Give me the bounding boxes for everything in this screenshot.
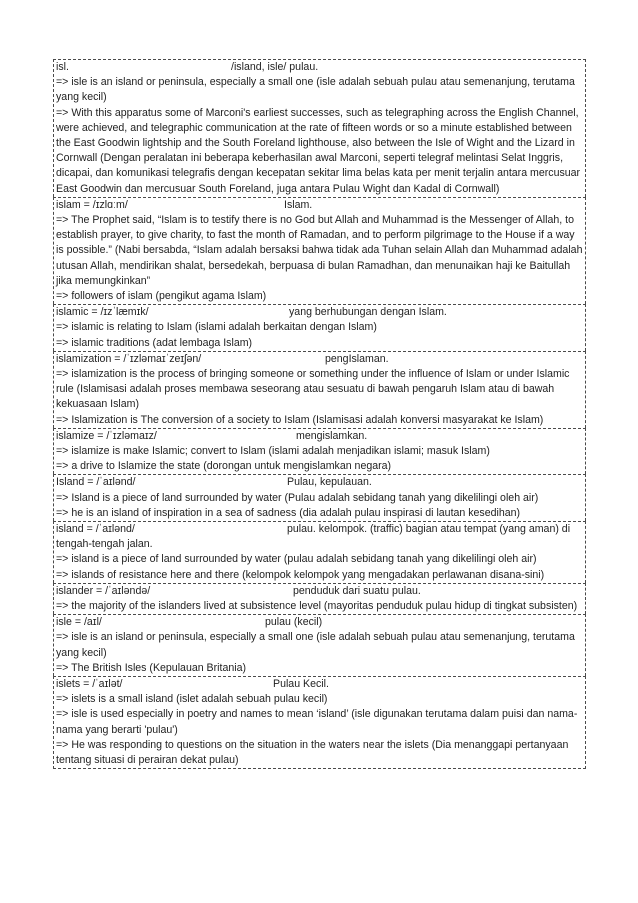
dictionary-page [53,59,586,769]
entry-term: island = /ˈaɪlənd/ [56,523,135,535]
dictionary-entry [53,614,586,676]
entry-header [56,429,583,444]
entry-example: => the majority of the islanders lived at subsistence level (mayoritas penduduk pulau hidup di tingkat subsisten) [56,599,578,612]
entry-example: => isle is an island or peninsula, especially a small one (isle adalah sebuah pulau atau semenanjung, terutama yang kecil) [56,76,575,104]
dictionary-entry [53,583,586,614]
entry-example: => islands of resistance here and there (kelompok kelompok yang mengadakan perlawanan disana-sini) [56,568,545,581]
entry-example: => He was responding to questions on the situation in the waters near the islets (Dia menanggapi pertanyaan tentang situasi di perairan dekat pulau) [56,738,569,766]
entry-meaning-continuation: tengah-tengah jalan. [56,538,153,551]
entry-term: islam = /ɪzlɑːm/ [56,198,128,211]
entry-example: => With this apparatus some of Marconi's earliest successes, such as telegraphing across the English Channel, were achieved, and telegraphic communication at the rate of fifteen words or so a minute established between the East Goodwin lightship and the South Foreland lighthouse, also between the Isle of Wight and the Lizard in Cornwall (Dengan peralatan ini beberapa keberhasilan awal Marconi, seperti telegraf melintasi Selat Inggris, dicapai, dan komunikasi telegrafis dengan kecepatan sekitar lima belas kata per menit terjalin antara mercusuar East Goodwin dan mercusuar South Foreland, juga antara Pulau Wight dan Kadal di Cornwall) [56,106,581,195]
entry-header [56,615,583,630]
dictionary-entry [53,676,586,769]
entry-term: islamize = /ˈɪzləmaɪz/ [56,429,157,442]
entry-meaning: mengislamkan. [296,429,368,442]
entry-header [56,352,583,367]
dictionary-entry [53,59,586,197]
entry-header [56,522,583,537]
entry-header [56,305,583,320]
entry-term: isl. [56,61,69,73]
entry-meaning: Pulau, kepulauan. [287,476,372,489]
entry-example: => followers of islam (pengikut agama Islam) [56,290,267,303]
entry-term: islamic = /ɪzˈlæmɪk/ [56,306,149,319]
entry-example: => islamize is make Islamic; convert to Islam (islami adalah menjadikan islami; masuk Islam) [56,445,490,457]
entry-example: => islamization is the process of bringing someone or something under the influence of Islam or under Islamic rule (Islamisasi adalah proses membawa seseorang atau sesuatu di bawah pengaruh Islam atau di bawah kekuasaan Islam) [56,368,570,411]
entry-meaning: pulau. kelompok. (traffic) bagian atau tempat (yang aman) di [287,523,571,535]
dictionary-entry [53,197,586,304]
entry-example: => a drive to Islamize the state (dorongan untuk mengislamkan negara) [56,460,392,473]
dictionary-entry [53,521,586,583]
entry-term: isle = /aɪl/ [56,616,102,629]
entry-meaning: Pulau Kecil. [273,677,329,690]
dictionary-entry [53,304,586,351]
entry-example: => islamic traditions (adat lembaga Islam) [56,336,253,349]
entry-header [56,198,583,213]
entry-meaning: /island, isle/ pulau. [231,61,319,73]
entry-example: => islets is a small island (islet adalah sebuah pulau kecil) [56,693,328,706]
entry-example: => he is an island of inspiration in a sea of sadness (dia adalah pulau inspirasi di lautan kesedihan) [56,506,521,519]
entry-example: => island is a piece of land surrounded by water (pulau adalah sebidang tanah yang dikelilingi oleh air) [56,553,537,566]
entry-meaning: penduduk dari suatu pulau. [293,584,421,597]
entry-meaning: Islam. [284,198,313,211]
entry-header [56,677,583,692]
entry-example: => The British Isles (Kepulauan Britania) [56,661,247,674]
entry-header [56,475,583,490]
entry-term: Island = /ˈaɪlənd/ [56,476,136,489]
entry-term: islets = /ˈaɪlət/ [56,677,123,690]
entry-meaning: pulau (kecil) [265,616,323,629]
entry-example: => isle is an island or peninsula, especially a small one (isle adalah sebuah pulau atau semenanjung, terutama yang kecil) [56,631,575,659]
entry-term: islander = /ˈaɪləndə/ [56,584,151,597]
entry-meaning: pengIslaman. [325,352,389,365]
entry-example: => isle is used especially in poetry and names to mean ‘island’ (isle digunakan terutama dalam puisi dan nama-nama yang berarti 'pulau') [56,708,578,736]
dictionary-entry [53,351,586,428]
entry-term: islamization = /ˈɪzləmaɪˈzeɪʃən/ [56,352,202,365]
entry-header [56,584,583,599]
entry-example: => Island is a piece of land surrounded by water (Pulau adalah sebidang tanah yang dikelilingi oleh air) [56,491,539,504]
dictionary-entry [53,428,586,475]
dictionary-entry [53,474,586,521]
entry-example: => Islamization is The conversion of a society to Islam (Islamisasi adalah konversi masyarakat ke Islam) [56,413,544,426]
entry-example: => The Prophet said, “Islam is to testify there is no God but Allah and Muhammad is the Messenger of Allah, to establish prayer, to give charity, to fast the month of Ramadan, and to perform pilgrimage to the House if a way is possible.” (Nabi bersabda, “Islam adalah bersaksi bahwa tidak ada Tuhan selain Allah dan Muhammad adalah utusan Allah, mendirikan shalat, bersedekah, berpuasa di bulan Ramadhan, dan menunaikan haji ke Baitullah jika memungkinkan” [56,214,583,287]
entry-header [56,60,583,75]
entry-meaning: yang berhubungan dengan Islam. [289,306,447,319]
entry-example: => islamic is relating to Islam (islami adalah berkaitan dengan Islam) [56,321,377,334]
